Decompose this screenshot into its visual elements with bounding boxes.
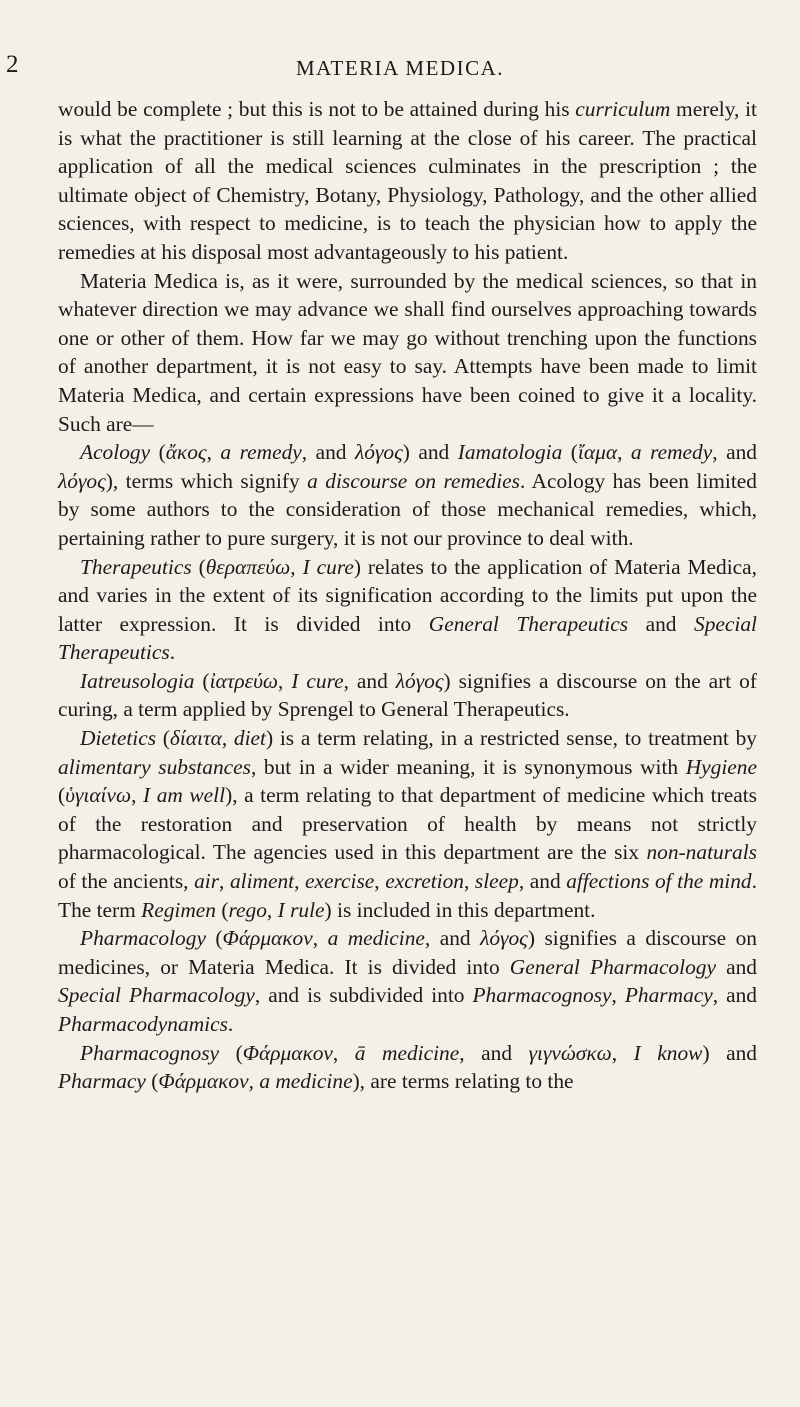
text-span: ἴαμα — [577, 440, 618, 465]
paragraph-pharmacology — [58, 924, 757, 1038]
italic-text-span: curriculum — [575, 97, 671, 121]
text-span: , — [266, 897, 278, 922]
running-title: MATERIA MEDICA. — [295, 56, 504, 80]
text-span: ) is included in this department. — [324, 897, 596, 922]
italic-text-span: Pharmacy — [624, 983, 713, 1008]
italic-text-span: I cure — [291, 668, 344, 693]
text-span: λόγος — [354, 440, 403, 465]
paragraph-iatreusologia — [58, 667, 757, 724]
text-span: , and — [301, 440, 355, 465]
italic-text-span: Therapeutics — [80, 554, 192, 579]
text-span: ( — [58, 783, 66, 808]
text-span: . Acology has been limited by some authors to the consideration of those mechanical remedies, which, pertaining rather to pure surgery, it is not our province to deal with. — [58, 468, 757, 550]
text-span: γιγνώσκω — [528, 1040, 612, 1065]
italic-text-span: a remedy — [630, 440, 713, 465]
text-span: and — [628, 611, 695, 636]
italic-text-span: Regimen — [141, 897, 216, 922]
italic-text-span: I rule — [277, 897, 325, 922]
text-span: , — [617, 440, 631, 465]
italic-text-span: alimentary substances — [58, 754, 251, 779]
italic-text-span: Pharmacodynamics — [58, 1012, 228, 1036]
text-span: Φάρμακον — [242, 1040, 333, 1065]
text-span: ), terms which signify — [105, 468, 308, 493]
paragraph-acology — [58, 438, 757, 552]
italic-text-span: a medicine — [327, 926, 425, 951]
text-span: λόγος — [395, 668, 444, 693]
italic-text-span: Special Pharmacology — [58, 983, 255, 1008]
italic-text-span: Iamatologia — [457, 440, 563, 465]
text-span: , — [611, 983, 625, 1008]
italic-text-span: I am well — [143, 783, 226, 808]
text-span: ἄκος — [165, 440, 207, 465]
italic-text-span: Pharmacology — [80, 926, 206, 951]
text-span: , — [611, 1040, 634, 1065]
text-span: , and — [424, 926, 481, 951]
text-span: , — [374, 869, 386, 894]
text-span: , and — [459, 1040, 529, 1065]
text-span: , — [464, 869, 475, 894]
text-span: ( — [145, 1069, 159, 1094]
italic-text-span: rego — [228, 897, 267, 922]
text-span: ( — [216, 897, 229, 922]
text-span: of the ancients, — [58, 869, 195, 894]
text-span: merely, it is what the practitioner is still learning at the close of his career. The practical application of all the medical sciences culminates in the prescription ; the ultimate object of Chemistry, Botany, Physiology, Pathology, and the other allied sciences, with respect to medicine, is to teach the physician how to apply the remedies at his disposal most advantageously to his patient. — [58, 97, 757, 264]
text-span: λόγος — [480, 926, 528, 951]
italic-text-span: General Pharmacology — [509, 954, 716, 979]
text-span: , and — [712, 440, 757, 465]
text-span: Φάρμακον — [158, 1069, 249, 1094]
text-span: , and — [712, 983, 757, 1008]
text-span: . — [169, 640, 176, 665]
paragraph-intro — [58, 95, 757, 267]
text-span: θεραπεύω — [205, 554, 291, 579]
text-span: ) relates to the application of Materia Medica, and varies in the extent of its signification according to the limits put upon the latter expression. It is divided into — [58, 554, 758, 636]
text-span: , — [248, 1069, 260, 1094]
text-span: ) is a term relating, in a restricted sense, to treatment by — [266, 726, 757, 751]
text-span: ) signifies a discourse on medicines, or Materia Medica. It is divided into — [58, 926, 757, 979]
text-span: ( — [194, 668, 210, 693]
text-span: , and — [518, 869, 567, 894]
text-span: ( — [562, 440, 578, 465]
text-span: , — [312, 926, 328, 951]
italic-text-span: aliment — [229, 869, 295, 894]
text-span: , — [206, 440, 221, 465]
text-span: ( — [156, 726, 170, 751]
italic-text-span: Pharmacognosy — [472, 983, 612, 1008]
text-span: Materia Medica is, as it were, surrounded by the medical sciences, so that in whatever direction we may advance we shall find ourselves approaching towards one or other of them. How far we may go without trenching upon the functions of another department, it is not easy to say. Attempts have been made to limit Materia Medica, and certain expressions have been coined to give it a locality. Such are— — [58, 268, 757, 436]
text-span: , — [332, 1040, 355, 1065]
text-span: ( — [219, 1040, 243, 1065]
italic-text-span: Iatreusologia — [80, 668, 195, 693]
text-span: , and is subdivided into — [254, 983, 473, 1008]
text-span: and — [715, 954, 757, 979]
italic-text-span: exercise — [305, 869, 375, 894]
text-span: would be complete ; but this is not to be attained during his — [58, 97, 576, 121]
italic-text-span: I cure — [302, 554, 354, 579]
text-span: , — [278, 668, 292, 693]
page-number: 2 — [6, 51, 19, 78]
text-span: , — [219, 869, 230, 894]
text-span: . — [227, 1012, 234, 1036]
italic-text-span: air — [194, 869, 220, 894]
paragraph-therapeutics — [58, 553, 757, 667]
italic-text-span: I know — [633, 1040, 703, 1065]
text-span: ), are terms relating to the — [352, 1069, 574, 1094]
italic-text-span: Acology — [80, 440, 151, 465]
text-span: δίαιτα — [169, 726, 222, 751]
body-text — [58, 95, 757, 1096]
italic-text-span: Pharmacy — [58, 1069, 146, 1094]
text-span: , — [221, 726, 234, 751]
italic-text-span: General Therapeutics — [428, 611, 629, 636]
italic-text-span: excretion — [385, 869, 464, 894]
paragraph-dietetics — [58, 724, 757, 924]
text-span: , — [290, 554, 303, 579]
text-span: ( — [150, 440, 166, 465]
text-span: ἰατρεύω — [209, 668, 279, 693]
italic-text-span: a remedy — [220, 440, 302, 465]
text-span: , but in a wider meaning, it is synonymous with — [250, 754, 686, 779]
italic-text-span: ā medicine — [354, 1040, 460, 1065]
italic-text-span: a discourse on remedies — [307, 468, 520, 493]
italic-text-span: non-naturals — [646, 840, 757, 865]
italic-text-span: Special Therapeutics — [58, 611, 757, 665]
text-span: ( — [191, 554, 206, 579]
italic-text-span: affections of the mind — [566, 869, 752, 894]
text-span: , and — [343, 668, 396, 693]
italic-text-span: Pharmacognosy — [80, 1040, 220, 1065]
text-span: λόγος — [58, 468, 106, 493]
text-span: ), a term relating to that department of medicine which treats of the restoration and preservation of health by means not strictly pharmacological. The agencies used in this department are the six — [58, 783, 758, 865]
paragraph-pharmacognosy — [58, 1039, 757, 1096]
paragraph-materia-medica — [58, 267, 757, 439]
text-span: , — [131, 783, 144, 808]
italic-text-span: diet — [233, 726, 266, 751]
text-span: ( — [205, 926, 223, 951]
text-span: ) signifies a discourse on the art of curing, a term applied by Sprengel to General Therapeutics. — [58, 668, 757, 722]
italic-text-span: sleep — [474, 869, 519, 894]
text-span: ὑγιαίνω — [65, 783, 132, 808]
italic-text-span: Hygiene — [685, 754, 757, 779]
text-span: . The term — [58, 869, 757, 922]
italic-text-span: a medicine — [259, 1069, 353, 1094]
text-span: ) and — [402, 440, 458, 465]
italic-text-span: Dietetics — [80, 726, 157, 751]
text-span: Φάρμακον — [222, 926, 313, 951]
text-span: , — [294, 869, 306, 894]
text-span: ) and — [702, 1040, 757, 1065]
